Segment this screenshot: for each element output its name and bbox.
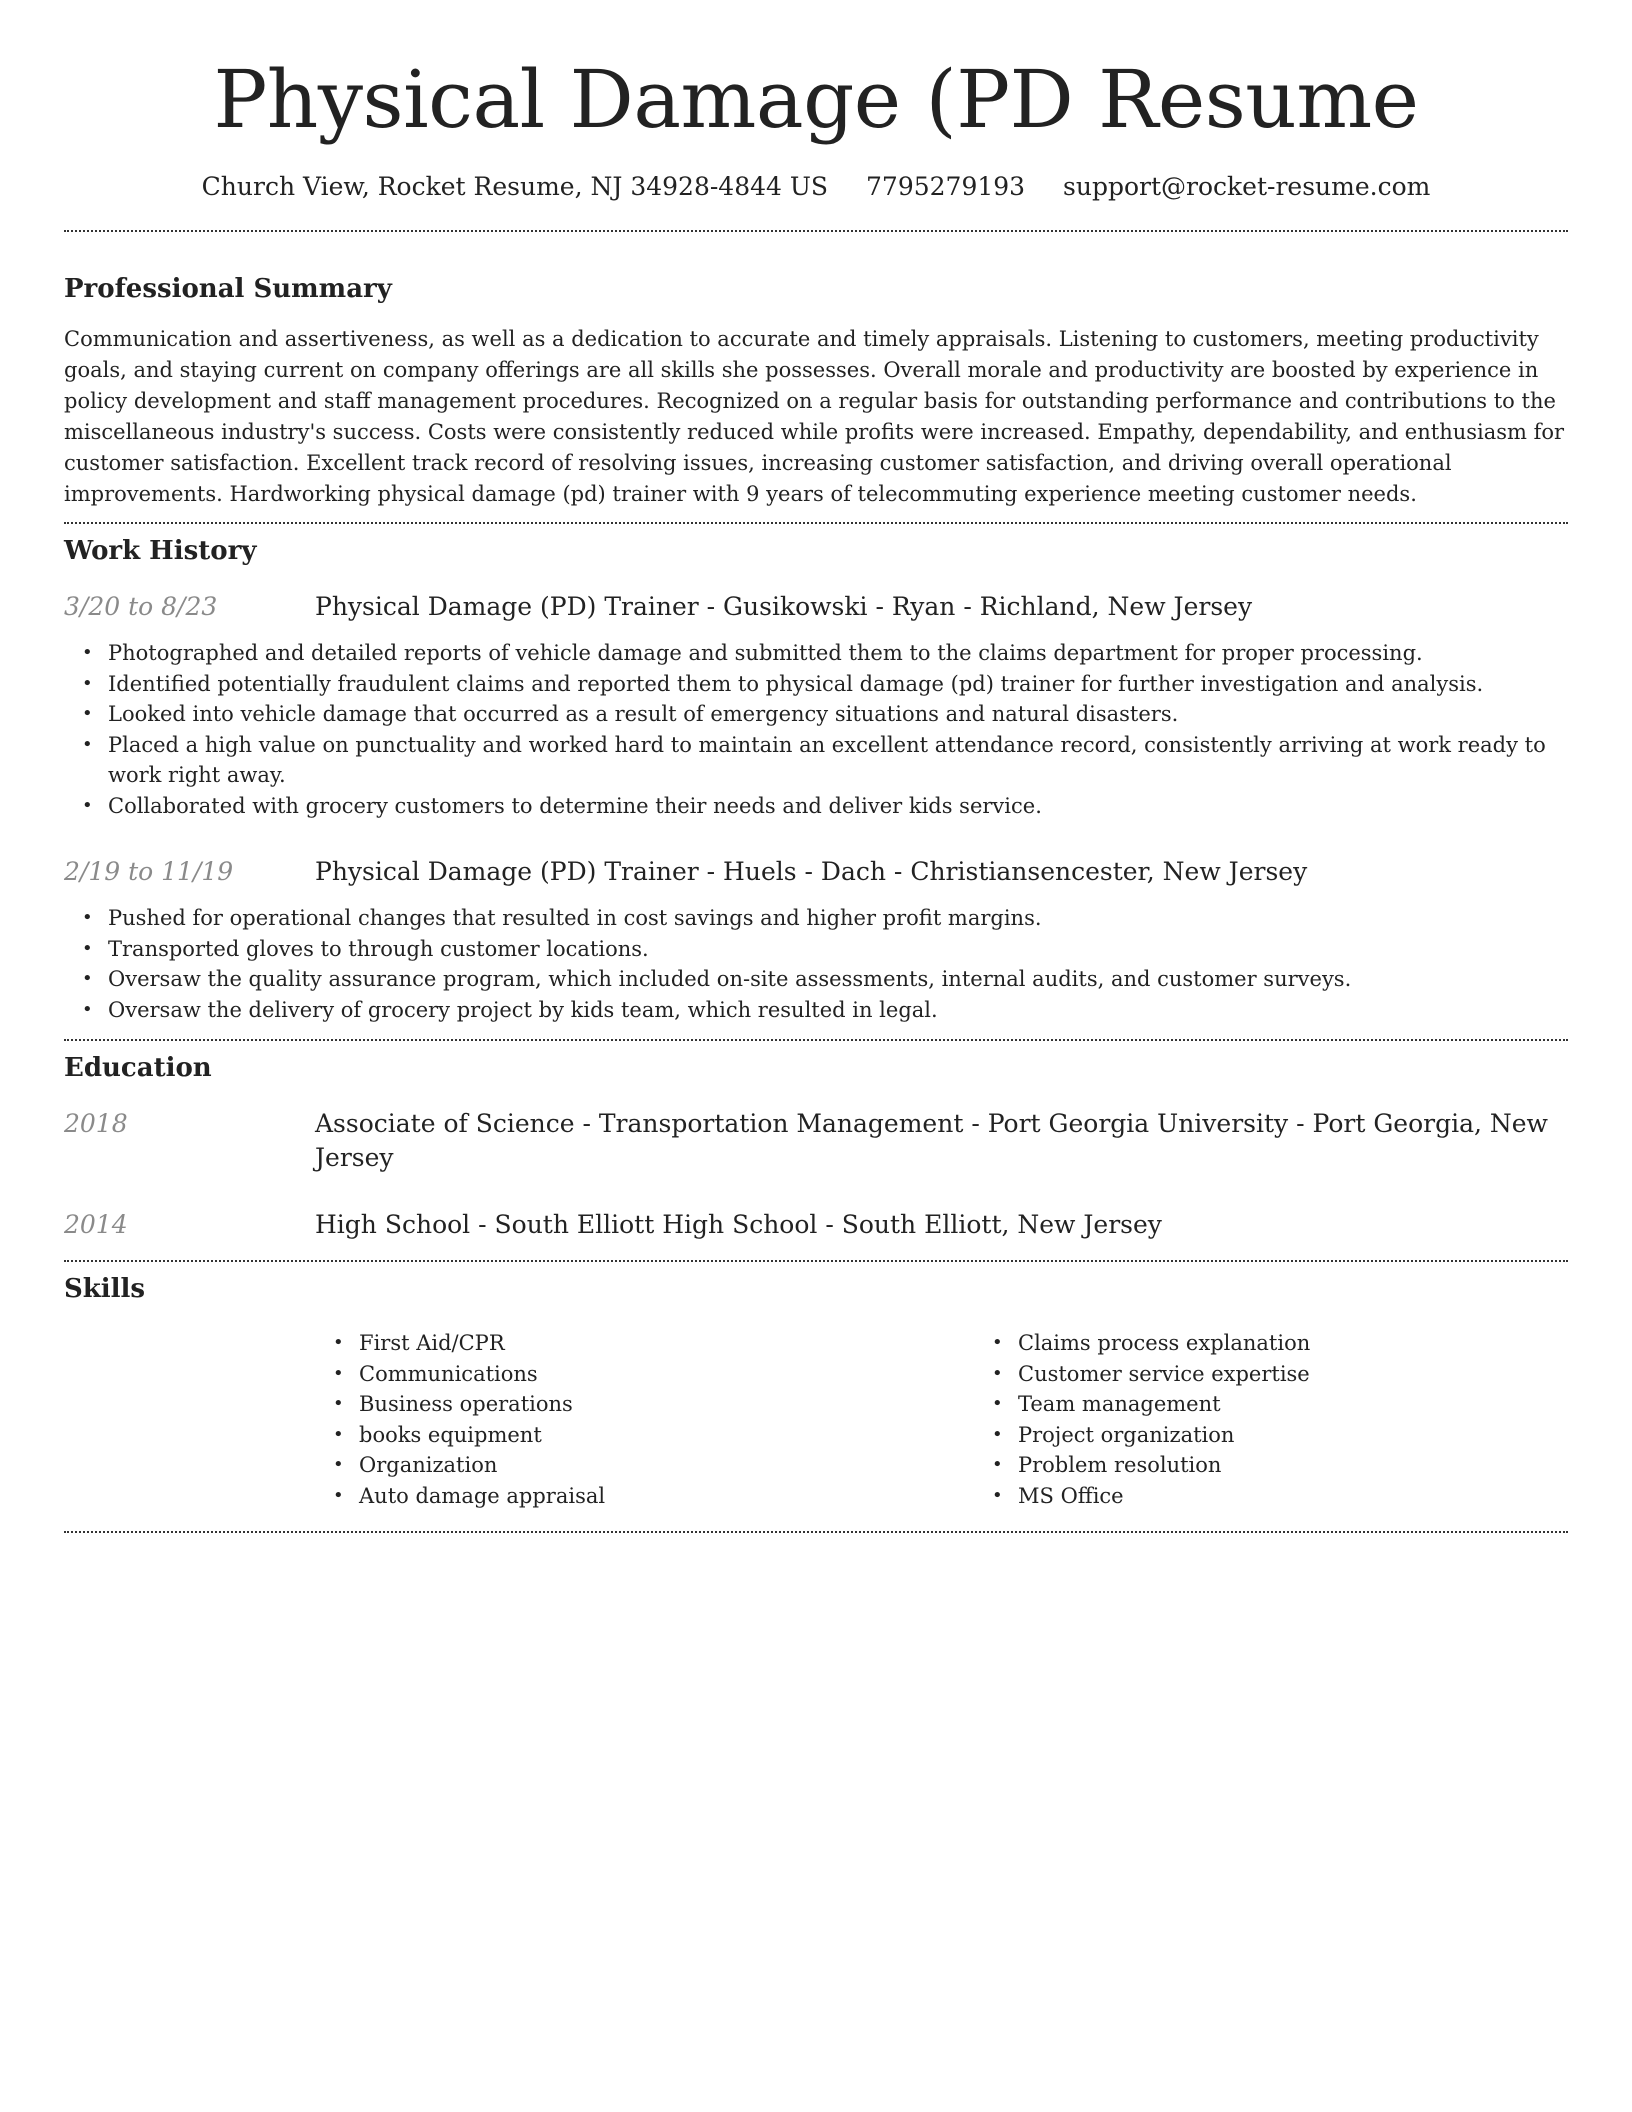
list-item: • Photographed and detailed reports of vehicle damage and submitted them to the claims department for proper processing. [108,638,1568,669]
list-item: • Oversaw the delivery of grocery project by kids team, which resulted in legal. [108,995,1568,1026]
candidate-name: Physical Damage (PD Resume [213,53,1419,146]
list-item: • Team management [1018,1389,1632,1420]
list-item: • Organization [359,1450,974,1481]
resume-page [64,0,1568,1533]
contact-email: support@rocket-resume.com [1063,172,1431,201]
list-item: • Claims process explanation [1018,1328,1632,1359]
job-entry [64,590,1568,821]
contact-phone: 7795279193 [866,172,1026,201]
divider [64,230,1568,232]
list-item: • First Aid/CPR [359,1328,974,1359]
divider [64,1260,1568,1262]
job-bullets [64,903,1568,1025]
work-history-title: Work History [64,536,257,566]
list-item: • Communications [359,1359,974,1390]
list-item: • Identified potentially fraudulent claims and reported them to physical damage (pd) trainer for further investigation and analysis. [108,669,1568,700]
education-year: 2014 [64,1210,128,1239]
list-item: • Customer service expertise [1018,1359,1632,1390]
list-item: • Problem resolution [1018,1450,1632,1481]
list-item: • Transported gloves to through customer locations. [108,934,1568,965]
skills-title: Skills [64,1274,146,1304]
education-entry [64,1107,1568,1175]
job-title: Physical Damage (PD) Trainer - Huels - Dach - Christiansencester, New Jersey [315,857,1308,886]
work-history-section [64,534,1568,1025]
contact-address: Church View, Rocket Resume, NJ 34928-4844 US [201,172,829,201]
list-item: • Business operations [359,1389,974,1420]
resume-header [64,0,1568,204]
list-item: • Pushed for operational changes that resulted in cost savings and higher profit margins. [108,903,1568,934]
skills-list-left [315,1328,974,1511]
education-degree: High School - South Elliott High School - South Elliott, New Jersey [315,1210,1162,1239]
list-item: • Placed a high value on punctuality and worked hard to maintain an excellent attendance record, consistently arriving at work ready to work right away. [108,730,1568,791]
job-bullets [64,638,1568,821]
list-item: • Auto damage appraisal [359,1481,974,1512]
skills-columns [315,1328,1568,1511]
list-item: • Project organization [1018,1420,1632,1451]
skills-list-right [974,1328,1632,1511]
list-item: • Looked into vehicle damage that occurred as a result of emergency situations and natural disasters. [108,699,1568,730]
divider [64,522,1568,524]
list-item: • Collaborated with grocery customers to determine their needs and deliver kids service. [108,791,1568,822]
job-title: Physical Damage (PD) Trainer - Gusikowski - Ryan - Richland, New Jersey [315,592,1253,621]
education-section [64,1051,1568,1242]
contact-line [64,170,1568,204]
job-dates: 2/19 to 11/19 [64,857,234,886]
education-degree: Associate of Science - Transportation Management - Port Georgia University - Port Georgia, New Jersey [315,1109,1548,1172]
education-year: 2018 [64,1109,128,1138]
divider [64,1531,1568,1533]
education-entry [64,1208,1568,1242]
job-entry [64,855,1568,1025]
summary-section [64,272,1568,510]
list-item: • books equipment [359,1420,974,1451]
summary-title: Professional Summary [64,274,392,304]
list-item: • MS Office [1018,1481,1632,1512]
list-item: • Oversaw the quality assurance program, which included on-site assessments, internal audits, and customer surveys. [108,964,1568,995]
skills-section [64,1272,1568,1511]
divider [64,1039,1568,1041]
education-title: Education [64,1053,212,1083]
job-dates: 3/20 to 8/23 [64,592,218,621]
summary-text: Communication and assertiveness, as well as a dedication to accurate and timely appraisals. Listening to customers, meeting productivity goals, and staying current on company offerings are all skills she possesses. Overall morale and productivity are boosted by experience in policy development and staff management procedures. Recognized on a regular basis for outstanding performance and contributions to the miscellaneous industry's success. Costs were consistently reduced while profits were increased. Empathy, dependability, and enthusiasm for customer satisfaction. Excellent track record of resolving issues, increasing customer satisfaction, and driving overall operational improvements. Hardworking physical damage (pd) trainer with 9 years of telecommuting experience meeting customer needs. [64,327,1565,506]
